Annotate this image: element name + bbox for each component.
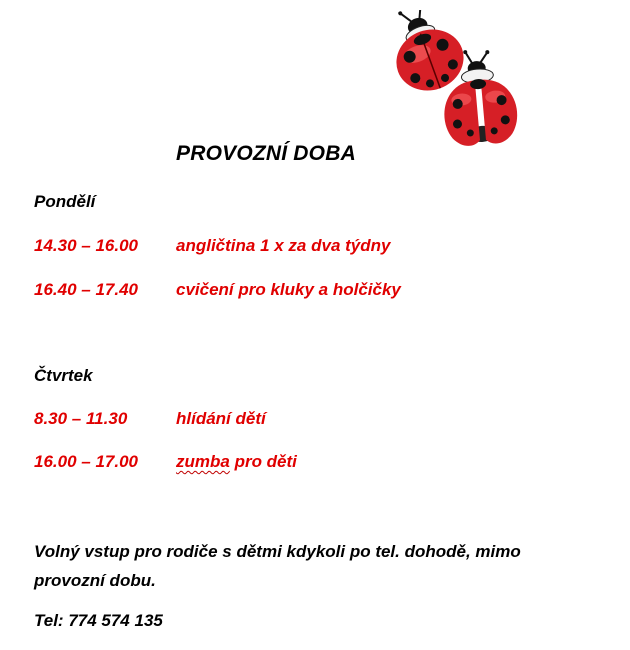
page-title: PROVOZNÍ DOBA (176, 142, 356, 165)
time-range: 16.00 – 17.00 (34, 452, 138, 471)
ladybug-illustration (388, 10, 528, 152)
spellcheck-word: zumba (176, 452, 230, 471)
schedule-row (34, 236, 390, 256)
schedule-row (34, 280, 401, 300)
time-range: 8.30 – 11.30 (34, 409, 128, 428)
activity: cvičení pro kluky a holčičky (176, 280, 401, 299)
phone-number: Tel: 774 574 135 (34, 611, 163, 630)
activity (176, 452, 297, 472)
schedule-row (34, 452, 297, 472)
day-heading-thursday: Čtvrtek (34, 366, 93, 385)
activity-rest: pro děti (229, 452, 297, 471)
visit-note: Volný vstup pro rodiče s dětmi kdykoli po tel. dohodě, mimo provozní dobu. (34, 542, 521, 590)
activity: angličtina 1 x za dva týdny (176, 236, 391, 255)
schedule-row (34, 409, 266, 429)
time-range: 16.40 – 17.40 (34, 280, 138, 299)
time-range: 14.30 – 16.00 (34, 236, 138, 255)
activity: hlídání dětí (176, 409, 266, 428)
day-heading-monday: Pondělí (34, 192, 96, 211)
